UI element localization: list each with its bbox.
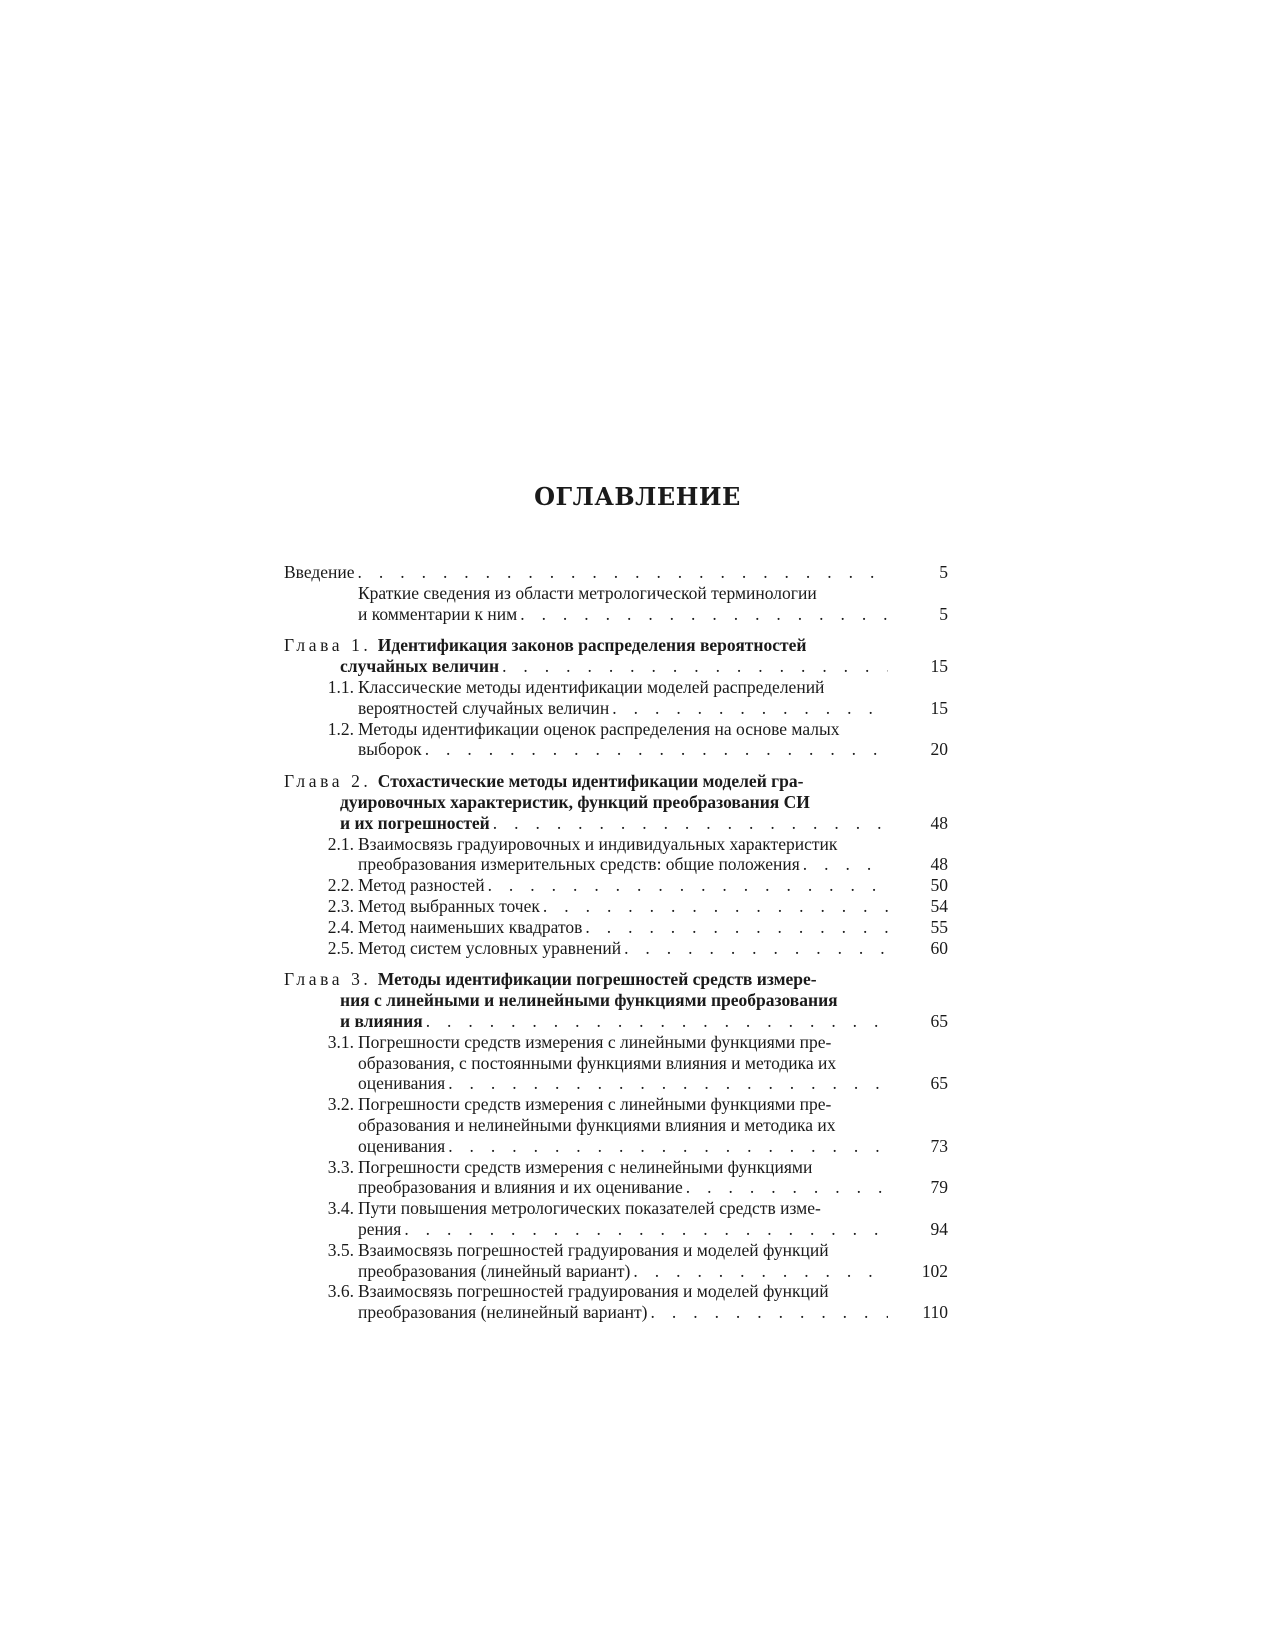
section-title-line: Метод наименьших квадратов bbox=[358, 916, 583, 937]
chapter-title-line: и их погрешностей bbox=[340, 812, 490, 833]
dot-leader bbox=[803, 854, 888, 875]
section-title-line: Взаимосвязь градуировочных и индивидуальных характеристик bbox=[358, 833, 838, 854]
section-number: 3.4. bbox=[327, 1198, 354, 1219]
dot-leader bbox=[488, 875, 888, 896]
dot-leader bbox=[493, 813, 888, 834]
section-number: 3.5. bbox=[327, 1239, 354, 1260]
section-title-line: оценивания bbox=[358, 1135, 446, 1156]
section-title-line: Метод разностей bbox=[358, 875, 485, 896]
section-number: 2.5. bbox=[327, 937, 354, 958]
section-title-line: Классические методы идентификации моделей распределений bbox=[358, 676, 825, 697]
chapter-title-line: и влияния bbox=[340, 1010, 423, 1031]
entry-title: Введение bbox=[284, 562, 355, 582]
page-number: 102 bbox=[921, 1260, 948, 1281]
toc-section-1-1[interactable] bbox=[284, 677, 948, 719]
section-number: 2.4. bbox=[327, 916, 354, 937]
dot-leader bbox=[426, 1011, 888, 1032]
toc-section-2-2[interactable] bbox=[284, 875, 948, 896]
section-title-line: преобразования (нелинейный вариант) bbox=[358, 1302, 648, 1323]
section-title-line: Метод выбранных точек bbox=[358, 895, 540, 916]
section-number: 3.3. bbox=[327, 1156, 354, 1177]
chapter-label: Глава 2. bbox=[284, 771, 372, 792]
toc-section-3-1[interactable] bbox=[284, 1032, 948, 1094]
toc-entry-intro[interactable] bbox=[284, 562, 948, 583]
dot-leader bbox=[425, 739, 888, 760]
page-number: 5 bbox=[939, 603, 948, 624]
page-number: 15 bbox=[930, 697, 948, 718]
section-number: 3.1. bbox=[327, 1031, 354, 1052]
section-title-line: преобразования (линейный вариант) bbox=[358, 1260, 631, 1281]
page-number: 54 bbox=[930, 895, 948, 916]
page-number: 79 bbox=[930, 1177, 948, 1198]
section-title-line: Погрешности средств измерения с нелинейными функциями bbox=[358, 1156, 813, 1177]
section-number: 2.1. bbox=[327, 833, 354, 854]
section-title-line: Пути повышения метрологических показателей средств изме- bbox=[358, 1198, 821, 1219]
section-title-line: рения bbox=[358, 1218, 402, 1239]
page-number: 110 bbox=[922, 1302, 948, 1323]
page-number: 50 bbox=[930, 875, 948, 896]
toc-chapter-2[interactable] bbox=[284, 771, 948, 833]
dot-leader bbox=[585, 917, 888, 938]
dot-leader bbox=[502, 656, 888, 677]
dot-leader bbox=[651, 1302, 888, 1323]
section-number: 2.2. bbox=[327, 875, 354, 896]
page-title: ОГЛАВЛЕНИЕ bbox=[534, 482, 741, 511]
dot-leader bbox=[358, 562, 888, 583]
section-title-line: Погрешности средств измерения с линейными функциями пре- bbox=[358, 1031, 832, 1052]
page-number: 5 bbox=[939, 562, 948, 582]
page-number: 73 bbox=[930, 1135, 948, 1156]
dot-leader bbox=[520, 604, 888, 625]
toc-section-1-2[interactable] bbox=[284, 719, 948, 761]
toc-section-3-4[interactable] bbox=[284, 1198, 948, 1240]
dot-leader bbox=[624, 938, 888, 959]
section-title-line: Метод систем условных уравнений bbox=[358, 937, 622, 958]
section-title-line: оценивания bbox=[358, 1073, 446, 1094]
page-number: 55 bbox=[930, 916, 948, 937]
dot-leader bbox=[543, 896, 888, 917]
section-title-line: выборок bbox=[358, 739, 422, 760]
entry-title-line: и комментарии к ним bbox=[358, 603, 518, 624]
dot-leader bbox=[686, 1177, 888, 1198]
toc-section-2-5[interactable] bbox=[284, 938, 948, 959]
dot-leader bbox=[448, 1136, 888, 1157]
dot-leader bbox=[404, 1219, 888, 1240]
table-of-contents bbox=[284, 562, 948, 1323]
chapter-title-line: дуировочных характеристик, функций преобразования СИ bbox=[340, 791, 810, 812]
section-title-line: образования, с постоянными функциями влияния и методика их bbox=[358, 1052, 837, 1073]
dot-leader bbox=[633, 1261, 888, 1282]
section-title-line: Взаимосвязь погрешностей градуирования и моделей функций bbox=[358, 1281, 829, 1302]
toc-chapter-3[interactable] bbox=[284, 969, 948, 1031]
page-number: 60 bbox=[930, 937, 948, 958]
toc-section-3-5[interactable] bbox=[284, 1240, 948, 1282]
toc-section-2-1[interactable] bbox=[284, 834, 948, 876]
chapter-label: Глава 1. bbox=[284, 635, 372, 656]
chapter-title-line: Идентификация законов распределения вероятностей bbox=[377, 635, 807, 656]
chapter-title-line: случайных величин bbox=[340, 656, 500, 677]
page-number: 15 bbox=[930, 656, 948, 677]
page-number: 94 bbox=[930, 1218, 948, 1239]
chapter-title-line: ния с линейными и нелинейными функциями преобразования bbox=[340, 990, 838, 1011]
toc-section-3-2[interactable] bbox=[284, 1094, 948, 1156]
toc-chapter-1[interactable] bbox=[284, 635, 948, 677]
section-title-line: Методы идентификации оценок распределения на основе малых bbox=[358, 718, 840, 739]
section-title-line: преобразования измерительных средств: общие положения bbox=[358, 854, 800, 875]
chapter-title-line: Стохастические методы идентификации моделей гра- bbox=[377, 771, 804, 792]
entry-title-line: Краткие сведения из области метрологической терминологии bbox=[358, 582, 817, 603]
section-title-line: Взаимосвязь погрешностей градуирования и моделей функций bbox=[358, 1239, 829, 1260]
toc-section-2-3[interactable] bbox=[284, 896, 948, 917]
page-number: 48 bbox=[930, 812, 948, 833]
section-number: 3.2. bbox=[327, 1094, 354, 1115]
page-number: 20 bbox=[930, 739, 948, 760]
section-title-line: преобразования и влияния и их оценивание bbox=[358, 1177, 683, 1198]
toc-section-2-4[interactable] bbox=[284, 917, 948, 938]
toc-entry-intro-sub[interactable] bbox=[284, 583, 948, 625]
section-title-line: вероятностей случайных величин bbox=[358, 697, 610, 718]
page-number: 48 bbox=[930, 854, 948, 875]
page-number: 65 bbox=[930, 1010, 948, 1031]
section-number: 2.3. bbox=[327, 895, 354, 916]
section-title-line: образования и нелинейными функциями влияния и методика их bbox=[358, 1114, 836, 1135]
page-number: 65 bbox=[930, 1073, 948, 1094]
chapter-label: Глава 3. bbox=[284, 969, 372, 990]
section-title-line: Погрешности средств измерения с линейными функциями пре- bbox=[358, 1094, 832, 1115]
dot-leader bbox=[612, 698, 888, 719]
chapter-title-line: Методы идентификации погрешностей средств измере- bbox=[377, 969, 817, 990]
toc-section-3-3[interactable] bbox=[284, 1157, 948, 1199]
toc-section-3-6[interactable] bbox=[284, 1281, 948, 1323]
dot-leader bbox=[448, 1073, 888, 1094]
section-number: 3.6. bbox=[327, 1281, 354, 1302]
section-number: 1.2. bbox=[327, 718, 354, 739]
section-number: 1.1. bbox=[327, 676, 354, 697]
